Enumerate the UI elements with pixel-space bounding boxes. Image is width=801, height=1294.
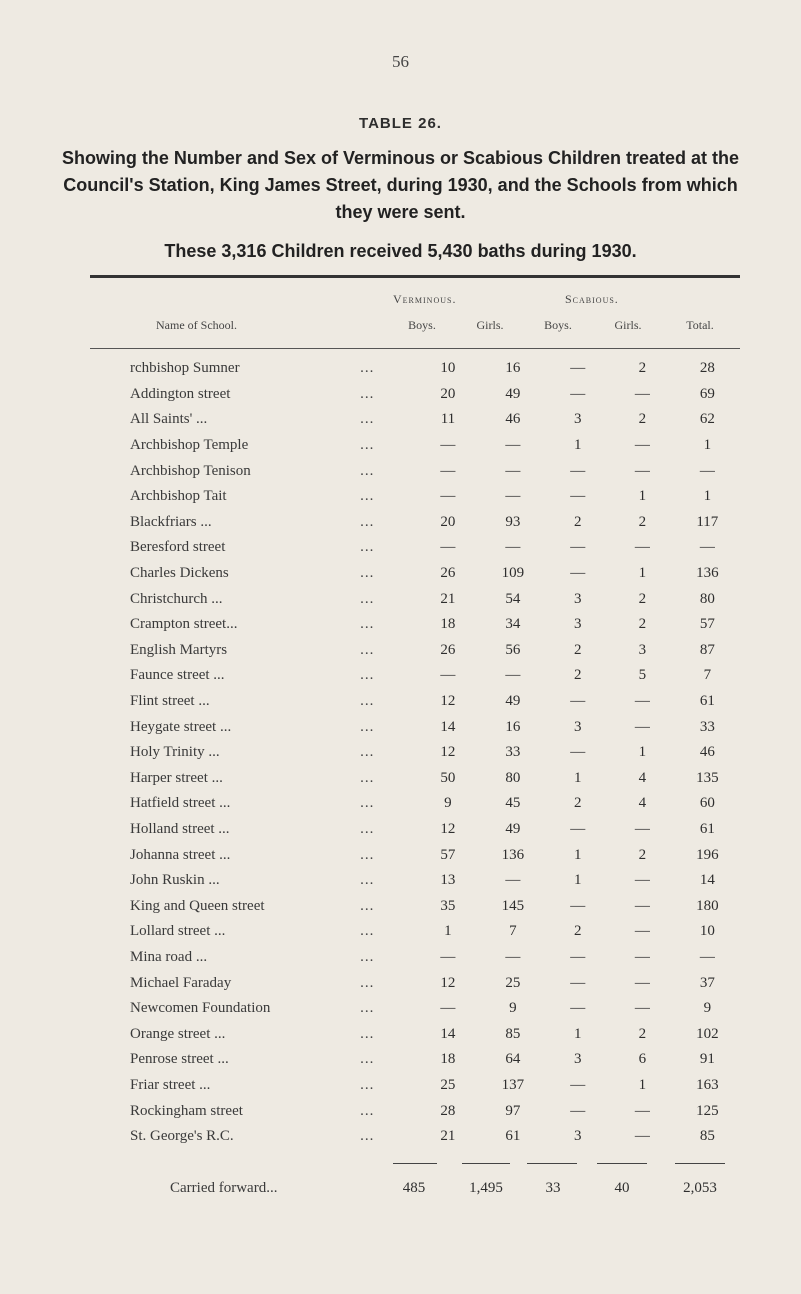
leader-dots: ... — [360, 1051, 375, 1068]
carried-forward-label: Carried forward... — [170, 1180, 278, 1196]
verminous-boys-cell: 18 — [440, 616, 456, 633]
verminous-girls-cell: — — [505, 539, 521, 556]
scabious-boys-cell: — — [570, 744, 586, 761]
verminous-boys-cell: 12 — [440, 744, 456, 761]
total-cell: 196 — [696, 846, 719, 863]
verminous-girls-cell: 9 — [509, 1000, 517, 1017]
leader-dots: ... — [360, 974, 375, 991]
scabious-boys-cell: 2 — [574, 923, 582, 940]
scabious-boys-cell: — — [570, 897, 586, 914]
leader-dots: ... — [360, 641, 375, 658]
total-rule — [393, 1163, 437, 1164]
table-subcaption: These 3,316 Children received 5,430 baths during 1930. — [164, 241, 637, 261]
scabious-boys-cell: — — [570, 385, 586, 402]
leader-dots: ... — [360, 820, 375, 837]
table-row — [90, 996, 740, 1022]
name-column-header: Name of School. — [156, 318, 237, 332]
verminous-girls-cell: 7 — [509, 923, 517, 940]
scabious-girls-cell: — — [634, 539, 650, 556]
school-name-cell: Archbishop Tenison — [130, 462, 251, 479]
leader-dots: ... — [360, 360, 375, 377]
verminous-girls-header: Girls. — [476, 318, 504, 332]
scabious-boys-cell: — — [570, 539, 586, 556]
school-name-cell: Harper street ... — [130, 769, 223, 786]
verminous-girls-cell: — — [505, 872, 521, 889]
total-cell: 91 — [699, 1051, 715, 1068]
leader-dots: ... — [360, 488, 375, 505]
verminous-girls-cell: 137 — [501, 1076, 525, 1093]
total-cell: 46 — [699, 744, 715, 761]
scabious-girls-cell: 3 — [638, 641, 647, 658]
table-row — [90, 766, 740, 792]
total-column-header: Total. — [686, 318, 714, 332]
scabious-boys-cell: 3 — [574, 1051, 582, 1068]
table-row — [90, 868, 740, 894]
school-name-cell: Blackfriars ... — [130, 513, 212, 530]
table-row — [90, 1021, 740, 1047]
verminous-boys-cell: — — [440, 462, 456, 479]
table-row — [90, 1124, 740, 1150]
top-rule — [90, 275, 740, 278]
total-cell: 37 — [699, 974, 715, 991]
total-cell: — — [699, 539, 715, 556]
verminous-girls-cell: 97 — [505, 1102, 521, 1119]
table-row — [90, 1098, 740, 1124]
school-name-cell: Crampton street... — [130, 616, 238, 633]
scabious-girls-cell: — — [634, 872, 650, 889]
school-name-cell: St. George's R.C. — [130, 1128, 234, 1145]
verminous-girls-cell: 33 — [505, 744, 521, 761]
scabious-boys-cell: 3 — [574, 1128, 582, 1145]
scabious-boys-cell: 2 — [574, 795, 582, 812]
school-name-cell: Penrose street ... — [130, 1051, 229, 1068]
leader-dots: ... — [360, 590, 375, 607]
total-cell: 180 — [696, 897, 719, 914]
verminous-boys-cell: 26 — [440, 565, 456, 582]
school-name-cell: Charles Dickens — [130, 565, 229, 582]
leader-dots: ... — [360, 1102, 375, 1119]
schools-table — [90, 356, 740, 1149]
total-cell: 33 — [699, 718, 715, 735]
verminous-girls-cell: 49 — [505, 820, 521, 837]
scabious-boys-cell: 1 — [574, 872, 582, 889]
verminous-boys-cell: 57 — [440, 846, 456, 863]
scabious-boys-cell: — — [570, 360, 586, 377]
school-name-cell: Mina road ... — [130, 948, 208, 965]
verminous-girls-cell: — — [505, 667, 521, 684]
verminous-girls-cell: — — [505, 437, 521, 454]
verminous-boys-cell: 50 — [440, 769, 456, 786]
verminous-boys-cell: 20 — [440, 385, 456, 402]
school-name-cell: Newcomen Foundation — [130, 1000, 271, 1017]
scabious-boys-cell: 3 — [574, 411, 582, 428]
school-name-cell: John Ruskin ... — [130, 872, 220, 889]
verminous-girls-cell: 93 — [505, 513, 521, 530]
verminous-boys-header: Boys. — [408, 318, 436, 332]
total-cell: 62 — [699, 411, 715, 428]
scabious-girls-cell: — — [634, 462, 650, 479]
total-cell: 102 — [696, 1025, 719, 1042]
scabious-boys-cell: 1 — [574, 846, 582, 863]
leader-dots: ... — [360, 1128, 375, 1145]
scabious-girls-cell: 2 — [638, 411, 647, 428]
verminous-boys-cell: — — [440, 667, 456, 684]
scabious-boys-cell: — — [570, 488, 586, 505]
leader-dots: ... — [360, 385, 375, 402]
verminous-group-header: Verminous. — [393, 292, 457, 306]
leader-dots: ... — [360, 539, 375, 556]
table-row — [90, 612, 740, 638]
scabious-girls-cell: 1 — [638, 1076, 647, 1093]
scabious-boys-cell: 3 — [574, 590, 582, 607]
total-rule — [597, 1163, 647, 1164]
school-name-cell: Rockingham street — [130, 1102, 243, 1119]
verminous-girls-cell: 136 — [501, 846, 525, 863]
total-cell: 61 — [699, 693, 715, 710]
school-name-cell: Faunce street ... — [130, 667, 225, 684]
scabious-girls-cell: — — [634, 718, 650, 735]
scabious-girls-cell: — — [634, 948, 650, 965]
school-name-cell: Holland street ... — [130, 820, 230, 837]
verminous-boys-cell: 1 — [444, 923, 452, 940]
table-row — [90, 714, 740, 740]
table-title: TABLE 26. — [359, 115, 442, 132]
table-row — [90, 893, 740, 919]
total-rule — [675, 1163, 725, 1164]
totals-rules — [0, 1163, 801, 1165]
verminous-girls-cell: 85 — [505, 1025, 521, 1042]
scabious-boys-cell: 1 — [574, 437, 582, 454]
scabious-girls-cell: — — [634, 385, 650, 402]
verminous-girls-cell: 34 — [505, 616, 521, 633]
verminous-boys-cell: — — [440, 539, 456, 556]
scabious-boys-cell: — — [570, 1102, 586, 1119]
leader-dots: ... — [360, 565, 375, 582]
verminous-boys-cell: — — [440, 488, 456, 505]
leader-dots: ... — [360, 1000, 375, 1017]
verminous-boys-cell: — — [440, 948, 456, 965]
verminous-girls-cell: — — [505, 462, 521, 479]
scabious-girls-cell: 5 — [638, 667, 647, 684]
school-name-cell: Addington street — [130, 385, 231, 402]
verminous-boys-cell: 25 — [440, 1076, 456, 1093]
verminous-boys-cell: 14 — [440, 718, 456, 735]
scabious-girls-cell: — — [634, 974, 650, 991]
scabious-girls-cell: 4 — [638, 769, 647, 786]
total-cell: 125 — [696, 1102, 719, 1119]
scabious-girls-cell: — — [634, 897, 650, 914]
scabious-girls-cell: — — [634, 437, 650, 454]
table-row — [90, 663, 740, 689]
school-name-cell: Beresford street — [130, 539, 226, 556]
total-cell: 163 — [696, 1076, 719, 1093]
verminous-girls-cell: — — [505, 488, 521, 505]
total-cell: 69 — [699, 385, 715, 402]
leader-dots: ... — [360, 1025, 375, 1042]
table-row — [90, 919, 740, 945]
table-row — [90, 1073, 740, 1099]
verminous-girls-cell: 145 — [501, 897, 525, 914]
scabious-girls-cell: 2 — [638, 1025, 647, 1042]
scabious-boys-cell: 2 — [574, 513, 582, 530]
verminous-girls-cell: 54 — [505, 590, 521, 607]
scabious-boys-cell: — — [570, 565, 586, 582]
total-cell: 60 — [699, 795, 715, 812]
leader-dots: ... — [360, 693, 375, 710]
scabious-boys-header: Boys. — [544, 318, 572, 332]
verminous-girls-cell: 56 — [505, 641, 521, 658]
leader-dots: ... — [360, 769, 375, 786]
header-rule — [90, 348, 740, 349]
total-cell: 117 — [696, 513, 719, 530]
scabious-girls-cell: 6 — [638, 1051, 647, 1068]
school-name-cell: Lollard street ... — [130, 923, 226, 940]
leader-dots: ... — [360, 795, 375, 812]
table-row — [90, 484, 740, 510]
scabious-boys-cell: — — [570, 974, 586, 991]
leader-dots: ... — [360, 948, 375, 965]
verminous-girls-cell: 64 — [505, 1051, 521, 1068]
scabious-girls-cell: 4 — [638, 795, 647, 812]
school-name-cell: Christchurch ... — [130, 590, 223, 607]
total-rule — [462, 1163, 510, 1164]
table-row — [90, 791, 740, 817]
scabious-girls-cell: — — [634, 1000, 650, 1017]
table-row — [90, 535, 740, 561]
total-cell: 80 — [699, 590, 715, 607]
verminous-boys-cell: 28 — [440, 1102, 456, 1119]
leader-dots: ... — [360, 667, 375, 684]
scabious-girls-cell: — — [634, 923, 650, 940]
table-row — [90, 407, 740, 433]
verminous-boys-cell: 12 — [440, 820, 456, 837]
scabious-girls-cell: — — [634, 1128, 650, 1145]
scabious-boys-cell: 2 — [574, 641, 582, 658]
scabious-boys-cell: — — [570, 693, 586, 710]
total-cell: 10 — [699, 923, 715, 940]
school-name-cell: Archbishop Tait — [130, 488, 227, 505]
carried-verminous-girls: 1,495 — [469, 1180, 503, 1196]
leader-dots: ... — [360, 462, 375, 479]
school-name-cell: Hatfield street ... — [130, 795, 231, 812]
total-cell: 7 — [703, 667, 712, 684]
scabious-boys-cell: — — [570, 1000, 586, 1017]
scabious-boys-cell: 3 — [574, 616, 582, 633]
verminous-girls-cell: — — [505, 948, 521, 965]
total-cell: 135 — [696, 769, 719, 786]
total-cell: 9 — [703, 1000, 712, 1017]
total-cell: 85 — [699, 1128, 715, 1145]
verminous-boys-cell: 12 — [440, 693, 456, 710]
school-name-cell: rchbishop Sumner — [130, 360, 240, 377]
leader-dots: ... — [360, 718, 375, 735]
leader-dots: ... — [360, 411, 375, 428]
total-cell: — — [699, 948, 715, 965]
total-cell: — — [699, 462, 715, 479]
leader-dots: ... — [360, 616, 375, 633]
table-row — [90, 433, 740, 459]
verminous-girls-cell: 49 — [505, 693, 521, 710]
leader-dots: ... — [360, 897, 375, 914]
table-row — [90, 970, 740, 996]
table-row — [90, 842, 740, 868]
carried-verminous-boys: 485 — [402, 1180, 426, 1196]
scabious-group-header: Scabious. — [565, 292, 619, 306]
school-name-cell: Michael Faraday — [130, 974, 232, 991]
scabious-girls-cell: — — [634, 693, 650, 710]
school-name-cell: Orange street ... — [130, 1025, 226, 1042]
table-row — [90, 638, 740, 664]
leader-dots: ... — [360, 872, 375, 889]
scabious-boys-cell: — — [570, 462, 586, 479]
scabious-girls-cell: 2 — [638, 513, 647, 530]
total-cell: 61 — [699, 820, 715, 837]
table-row — [90, 1047, 740, 1073]
verminous-boys-cell: 35 — [440, 897, 456, 914]
leader-dots: ... — [360, 744, 375, 761]
verminous-girls-cell: 16 — [505, 718, 521, 735]
carried-total: 2,053 — [683, 1180, 717, 1196]
verminous-boys-cell: 11 — [440, 411, 456, 428]
verminous-boys-cell: 18 — [440, 1051, 456, 1068]
scabious-boys-cell: 1 — [574, 1025, 582, 1042]
verminous-boys-cell: 21 — [440, 1128, 456, 1145]
verminous-boys-cell: — — [440, 1000, 456, 1017]
table-row — [90, 510, 740, 536]
scabious-girls-cell: — — [634, 1102, 650, 1119]
table-row — [90, 945, 740, 971]
leader-dots: ... — [360, 1076, 375, 1093]
verminous-girls-cell: 46 — [505, 411, 521, 428]
carried-scabious-girls: 40 — [614, 1180, 630, 1196]
scabious-girls-cell: 1 — [638, 565, 647, 582]
verminous-boys-cell: 21 — [440, 590, 456, 607]
scabious-boys-cell: — — [570, 1076, 586, 1093]
total-cell: 1 — [703, 488, 712, 505]
total-cell: 28 — [699, 360, 715, 377]
verminous-boys-cell: 20 — [440, 513, 456, 530]
table-row — [90, 458, 740, 484]
total-cell: 1 — [703, 437, 712, 454]
school-name-cell: Heygate street ... — [130, 718, 232, 735]
leader-dots: ... — [360, 437, 375, 454]
total-cell: 136 — [696, 565, 719, 582]
page-number: 56 — [392, 52, 409, 71]
verminous-girls-cell: 16 — [505, 360, 521, 377]
school-name-cell: Flint street ... — [130, 693, 210, 710]
scabious-boys-cell: — — [570, 948, 586, 965]
scabious-girls-cell: 1 — [638, 488, 647, 505]
scabious-girls-cell: 2 — [638, 590, 647, 607]
verminous-boys-cell: 10 — [440, 360, 456, 377]
table-row — [90, 689, 740, 715]
scabious-girls-cell: 1 — [638, 744, 647, 761]
table-row — [90, 586, 740, 612]
school-name-cell: Archbishop Temple — [130, 437, 249, 454]
leader-dots: ... — [360, 513, 375, 530]
verminous-boys-cell: 14 — [440, 1025, 456, 1042]
verminous-girls-cell: 80 — [505, 769, 521, 786]
total-rule — [527, 1163, 577, 1164]
school-name-cell: Holy Trinity ... — [130, 744, 220, 761]
total-cell: 57 — [699, 616, 715, 633]
school-name-cell: Johanna street ... — [130, 846, 231, 863]
leader-dots: ... — [360, 923, 375, 940]
total-cell: 14 — [699, 872, 715, 889]
scabious-girls-header: Girls. — [614, 318, 642, 332]
scabious-boys-cell: 1 — [574, 769, 582, 786]
school-name-cell: English Martyrs — [130, 641, 228, 658]
verminous-girls-cell: 45 — [505, 795, 521, 812]
table-row — [90, 817, 740, 843]
leader-dots: ... — [360, 846, 375, 863]
school-name-cell: Friar street ... — [130, 1076, 211, 1093]
verminous-boys-cell: 26 — [440, 641, 456, 658]
scabious-girls-cell: — — [634, 820, 650, 837]
verminous-boys-cell: 9 — [444, 795, 452, 812]
verminous-girls-cell: 61 — [505, 1128, 521, 1145]
scabious-girls-cell: 2 — [638, 616, 647, 633]
scabious-boys-cell: 3 — [574, 718, 582, 735]
verminous-boys-cell: 13 — [440, 872, 456, 889]
verminous-boys-cell: 12 — [440, 974, 456, 991]
verminous-boys-cell: — — [440, 437, 456, 454]
table-row — [90, 740, 740, 766]
table-row — [90, 382, 740, 408]
total-cell: 87 — [699, 641, 715, 658]
school-name-cell: King and Queen street — [130, 897, 265, 914]
table-row — [90, 561, 740, 587]
verminous-girls-cell: 25 — [505, 974, 521, 991]
table-caption: Showing the Number and Sex of Verminous or Scabious Children treated at the Council's Station, King James Street, during 1930, and the Schools from which they were sent. — [61, 148, 740, 222]
scabious-girls-cell: 2 — [638, 846, 647, 863]
scabious-girls-cell: 2 — [638, 360, 647, 377]
carried-scabious-boys: 33 — [545, 1180, 561, 1196]
school-name-cell: All Saints' ... — [130, 411, 208, 428]
verminous-girls-cell: 49 — [505, 385, 521, 402]
scabious-boys-cell: 2 — [574, 667, 582, 684]
scabious-boys-cell: — — [570, 820, 586, 837]
verminous-girls-cell: 109 — [501, 565, 525, 582]
table-row — [90, 356, 740, 382]
